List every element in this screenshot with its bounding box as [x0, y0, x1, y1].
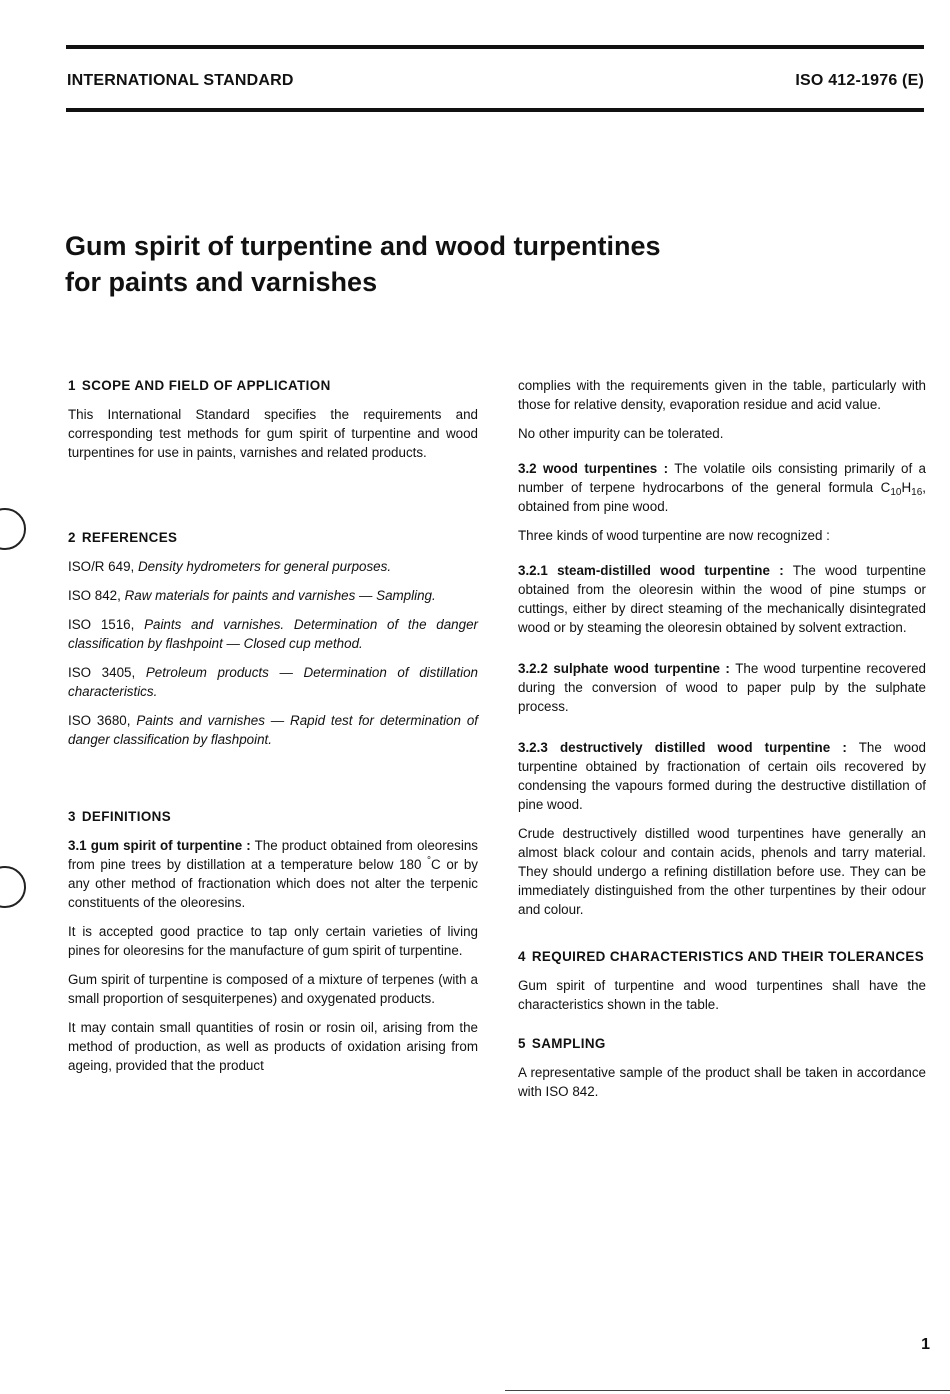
document-type-label: INTERNATIONAL STANDARD — [67, 72, 294, 89]
definition-3-2: 3.2 wood turpentines : The volatile oils consisting primarily of a number of terpene hydrocarbons of the general formula $C_{10}H_{16}$, obtained from pine wood. — [518, 461, 927, 514]
definition-paragraph-continued: complies with the requirements given in the table, particularly with those for relative density, evaporation residue and acid value. — [518, 378, 926, 412]
document-title — [65, 228, 885, 300]
header-bottom-rule — [66, 108, 924, 112]
reference-item: ISO 3405, Petroleum products — Determination of distillation characteristics. — [68, 665, 478, 699]
footer-rule — [505, 1390, 950, 1391]
section-5-text: A representative sample of the product shall be taken in accordance with ISO 842. — [518, 1065, 926, 1099]
page-number: 1 — [921, 1336, 930, 1353]
title-line-1: Gum spirit of turpentine and wood turpentines — [65, 231, 661, 261]
punch-hole-mark — [0, 508, 26, 550]
definition-3-2-2: 3.2.2 sulphate wood turpentine : The wood turpentine recovered during the conversion of wood to paper pulp by the sulphate process. — [518, 661, 926, 714]
reference-item: ISO 842, Raw materials for paints and varnishes — Sampling. — [68, 588, 436, 603]
definition-paragraph: Gum spirit of turpentine is composed of a mixture of terpenes (with a small proportion of sesquiterpenes) and oxygenated products. — [68, 972, 478, 1006]
section-5-heading: 5 SAMPLING — [518, 1036, 606, 1051]
definition-3-2-1: 3.2.1 steam-distilled wood turpentine : The wood turpentine obtained from the oleoresin within the wood of pine stumps or cuttings, either by direct steaming of the mechanically disintegrated wood or by steaming the oleoresin obtained by solvent extraction. — [518, 563, 926, 635]
section-2-heading: 2 REFERENCES — [68, 530, 178, 545]
definition-3-1: 3.1 gum spirit of turpentine : The product obtained from oleoresins from pine trees by distillation at a temperature below 180 °C or by any other method of fractionation which does not alter the terpenic constituents of the oleoresins. — [68, 838, 478, 910]
definition-paragraph: Three kinds of wood turpentine are now recognized : — [518, 528, 830, 543]
header-top-rule — [66, 45, 924, 49]
section-1-heading: 1 SCOPE AND FIELD OF APPLICATION — [68, 378, 331, 393]
reference-item: ISO 3680, Paints and varnishes — Rapid test for determination of danger classification by flashpoint. — [68, 713, 478, 747]
section-4-heading: 4 REQUIRED CHARACTERISTICS AND THEIR TOLERANCES — [518, 949, 925, 964]
definition-paragraph: It may contain small quantities of rosin or rosin oil, arising from the method of production, as well as products of oxidation arising from ageing, provided that the product — [68, 1020, 478, 1073]
definition-3-2-3: 3.2.3 destructively distilled wood turpentine : The wood turpentine obtained by fractionation of certain oils recovered by condensing the vapours formed during the destructive distillation of pine wood. — [518, 740, 926, 812]
punch-hole-mark — [0, 866, 26, 908]
definition-paragraph: No other impurity can be tolerated. — [518, 426, 724, 441]
reference-item: ISO 1516, Paints and varnishes. Determination of the danger classification by flashpoint — Closed cup method. — [68, 617, 478, 651]
left-column — [68, 376, 478, 1085]
section-1-text: This International Standard specifies the requirements and corresponding test methods for gum spirit of turpentine and wood turpentines for use in paints, varnishes and related products. — [68, 407, 478, 460]
section-4-text: Gum spirit of turpentine and wood turpentines shall have the characteristics shown in the table. — [518, 978, 926, 1012]
standard-number: ISO 412-1976 (E) — [795, 72, 924, 89]
definition-paragraph: Crude destructively distilled wood turpentines have generally an almost black colour and contain acids, phenols and tarry material. They should undergo a refining distillation before use. They can be immediately distinguished from the other turpentines by their odour and colour. — [518, 826, 926, 917]
right-column — [518, 376, 926, 1111]
definition-paragraph: It is accepted good practice to tap only certain varieties of living pines for oleoresins for the manufacture of gum spirit of turpentine. — [68, 924, 478, 958]
section-3-heading: 3 DEFINITIONS — [68, 809, 172, 824]
reference-item: ISO/R 649, Density hydrometers for general purposes. — [68, 559, 392, 574]
title-line-2: for paints and varnishes — [65, 267, 378, 297]
